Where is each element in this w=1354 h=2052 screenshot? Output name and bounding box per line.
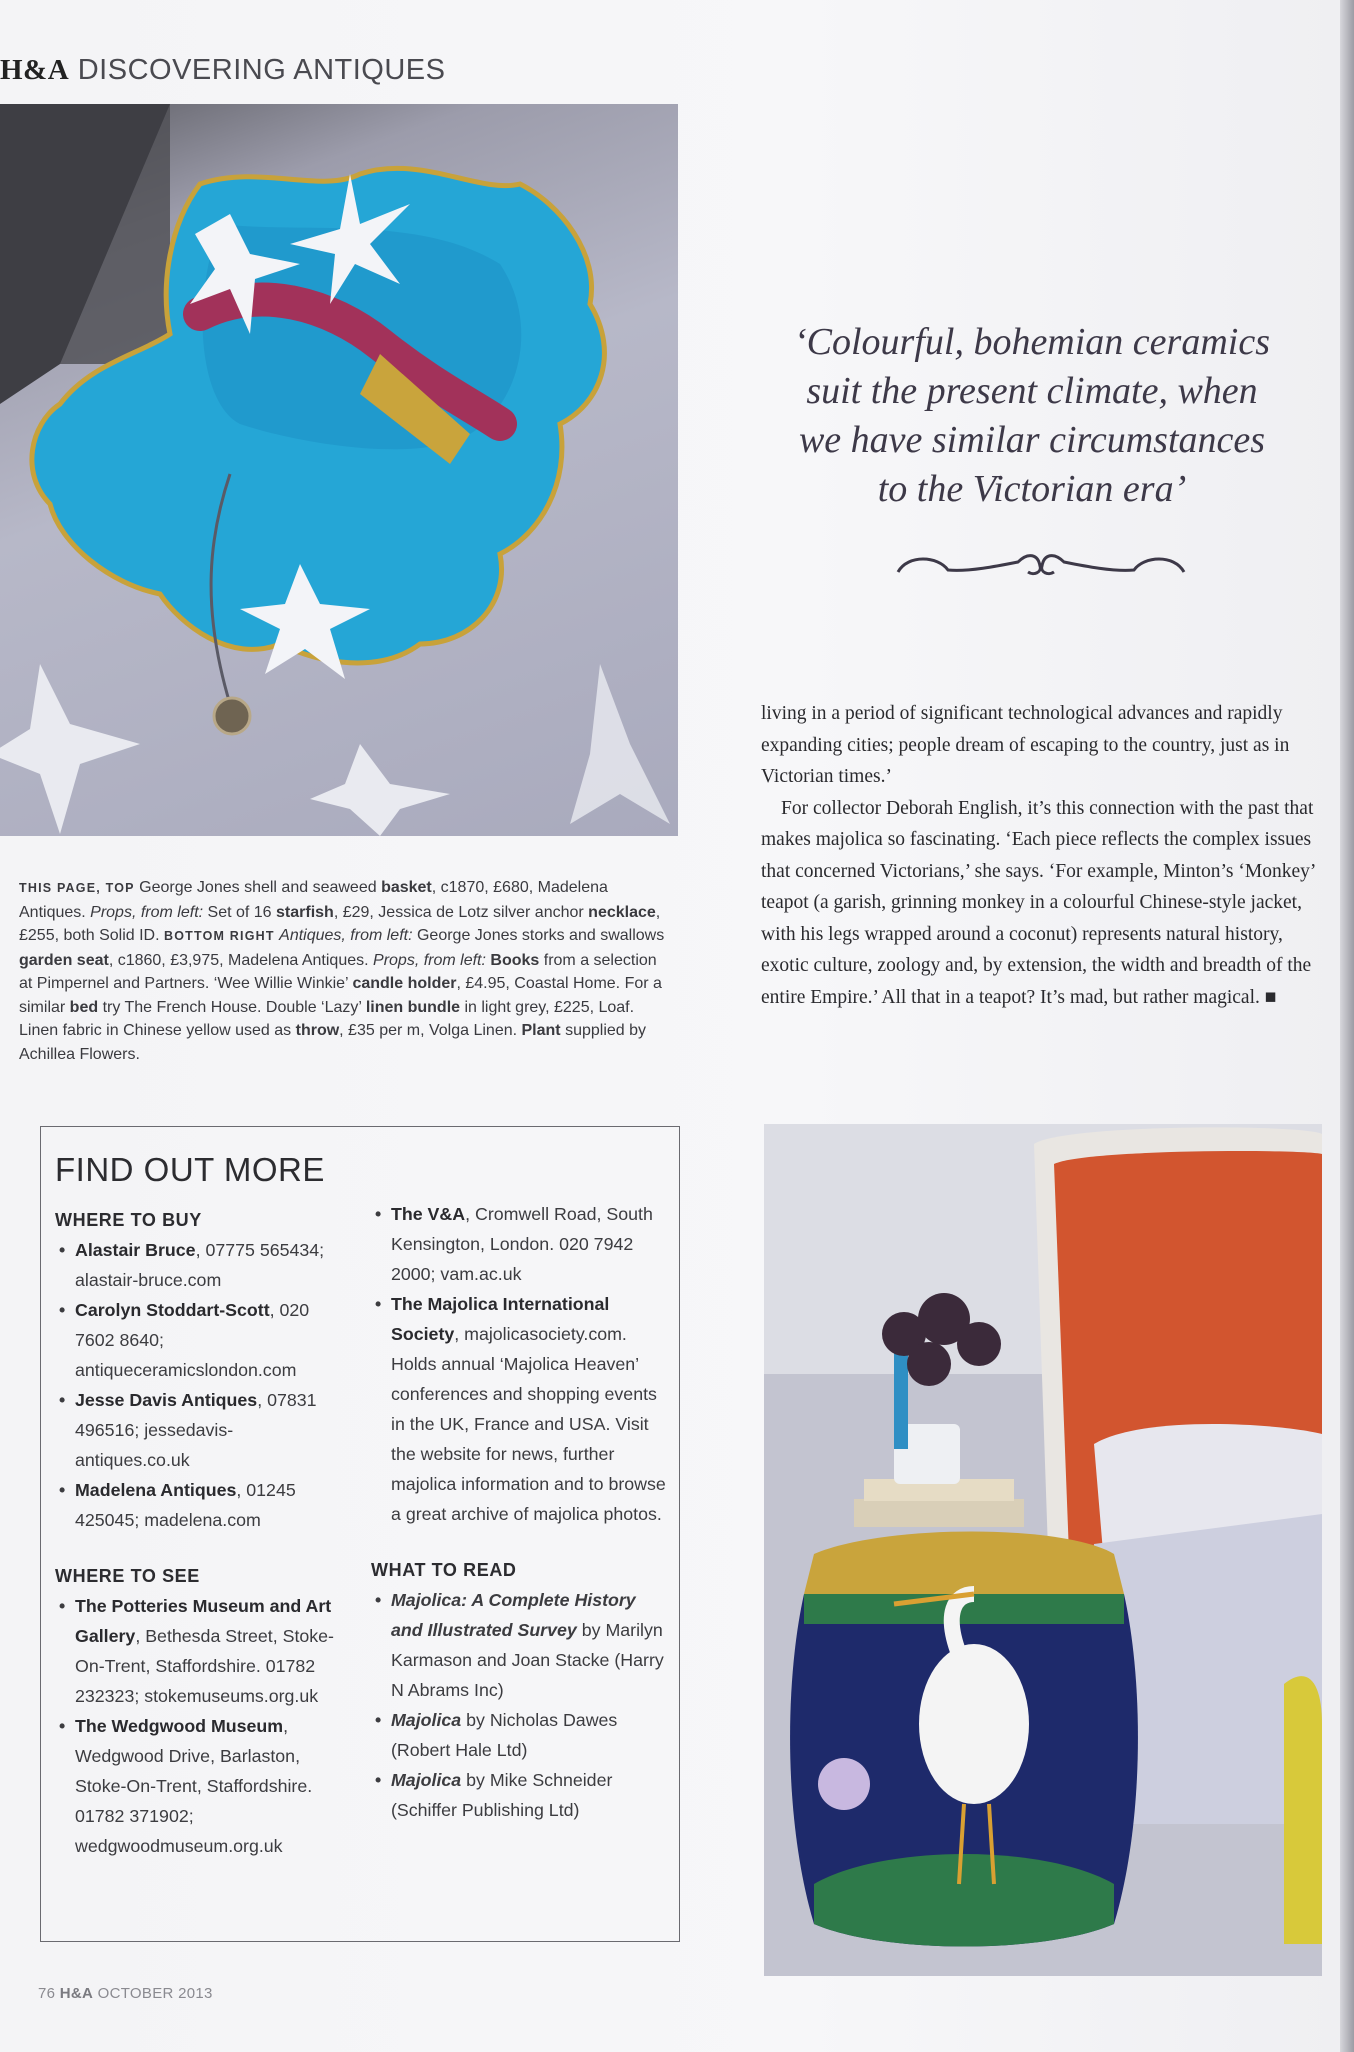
section-header xyxy=(0,54,445,87)
list-item: • Majolica by Mike Schneider (Schiffer Publishing Ltd) xyxy=(371,1765,666,1825)
garden-seat-illustration xyxy=(764,1124,1322,1976)
article-body xyxy=(761,698,1321,1013)
photo-majolica-basket xyxy=(0,104,678,836)
header-section: DISCOVERING ANTIQUES xyxy=(77,54,446,86)
photo-garden-seat xyxy=(764,1124,1322,1976)
list-item: • The V&A, Cromwell Road, South Kensington, London. 020 7942 2000; vam.ac.uk xyxy=(371,1199,666,1289)
find-out-more-title: FIND OUT MORE xyxy=(55,1151,325,1188)
list-item: • Madelena Antiques, 01245 425045; madelena.com xyxy=(55,1475,345,1535)
list-item: • Carolyn Stoddart-Scott, 020 7602 8640; antiqueceramicslondon.com xyxy=(55,1295,345,1385)
header-brand: H&A xyxy=(0,54,70,86)
find-out-more-right-column xyxy=(371,1199,666,1825)
body-paragraph: For collector Deborah English, it’s this connection with the past that makes majolica so fascinating. ‘Each piece reflects the complex issues that concerned Victorians,’ she says. ‘For example, Minton’s ‘Monkey’ teapot (a garish, grinning monkey in a colourful Chinese-style jacket, with his legs wrapped around a coconut) represents natural history, exotic culture, zoology and, by extension, the width and breadth of the entire Empire.’ All that in a teapot? It’s mad, but rather magical. ■ xyxy=(761,797,1315,1008)
page-footer xyxy=(38,1985,213,2002)
footer-brand: H&A xyxy=(59,1985,94,2002)
list-item: • Majolica by Nicholas Dawes (Robert Hale Ltd) xyxy=(371,1705,666,1765)
list-item: • Alastair Bruce, 07775 565434; alastair-bruce.com xyxy=(55,1235,345,1295)
pull-quote-line: to the Victorian era’ xyxy=(877,468,1187,510)
what-to-read-heading: WHAT TO READ xyxy=(371,1560,517,1580)
pull-quote-line: we have similar circumstances xyxy=(798,419,1266,461)
list-item: • The Potteries Museum and Art Gallery, Bethesda Street, Stoke-On-Trent, Staffordshire. 01782 232323; stokemuseums.org.uk xyxy=(55,1591,345,1711)
where-to-see-heading: WHERE TO SEE xyxy=(55,1566,200,1586)
list-item: • Majolica: A Complete History and Illustrated Survey by Marilyn Karmason and Joan Stacke (Harry N Abrams Inc) xyxy=(371,1585,666,1705)
page-spine-shadow xyxy=(1340,0,1354,2052)
flourish-ornament xyxy=(888,542,1194,590)
list-item: • The Majolica International Society, majolicasociety.com. Holds annual ‘Majolica Heaven’ conferences and shopping events in the UK, France and USA. Visit the website for news, further majolica information and to browse a great archive of majolica photos. xyxy=(371,1289,666,1529)
photo-caption: THIS PAGE, TOP George Jones shell and seaweed basket, c1870, £680, Madelena Antiques. Props, from left: Set of 16 starfish, £29, Jessica de Lotz silver anchor necklace, £255, both Solid ID. BOTTOM RIGHT Antiques, from left: George Jones storks and swallows garden seat, c1860, £3,975, Madelena Antiques. Props, from left: Books from a selection at Pimpernel and Partners. ‘Wee Willie Winkie’ candle holder, £4.95, Coastal Home. For a similar bed try The French House. Double ‘Lazy’ linen bundle in light grey, £225, Loaf. Linen fabric in Chinese yellow used as throw, £35 per m, Volga Linen. Plant supplied by Achillea Flowers. xyxy=(19,879,665,1063)
pull-quote xyxy=(742,318,1322,514)
find-out-more-box xyxy=(40,1126,680,1942)
pull-quote-line: suit the present climate, when xyxy=(806,370,1258,412)
end-mark: ■ xyxy=(1264,986,1277,1008)
page-number: 76 xyxy=(38,1985,56,2002)
list-item: • The Wedgwood Museum, Wedgwood Drive, Barlaston, Stoke-On-Trent, Staffordshire. 01782 371902; wedgwoodmuseum.org.uk xyxy=(55,1711,345,1861)
basket-illustration xyxy=(0,104,678,836)
list-item: • Jesse Davis Antiques, 07831 496516; jessedavis-antiques.co.uk xyxy=(55,1385,345,1475)
footer-issue: OCTOBER 2013 xyxy=(97,1985,213,2002)
pull-quote-line: ‘Colourful, bohemian ceramics xyxy=(793,321,1270,363)
where-to-buy-heading: WHERE TO BUY xyxy=(55,1210,202,1230)
body-paragraph: living in a period of significant technological advances and rapidly expanding cities; people dream of escaping to the country, just as in Victorian times.’ xyxy=(761,703,1290,787)
find-out-more-left-column xyxy=(55,1205,345,1861)
